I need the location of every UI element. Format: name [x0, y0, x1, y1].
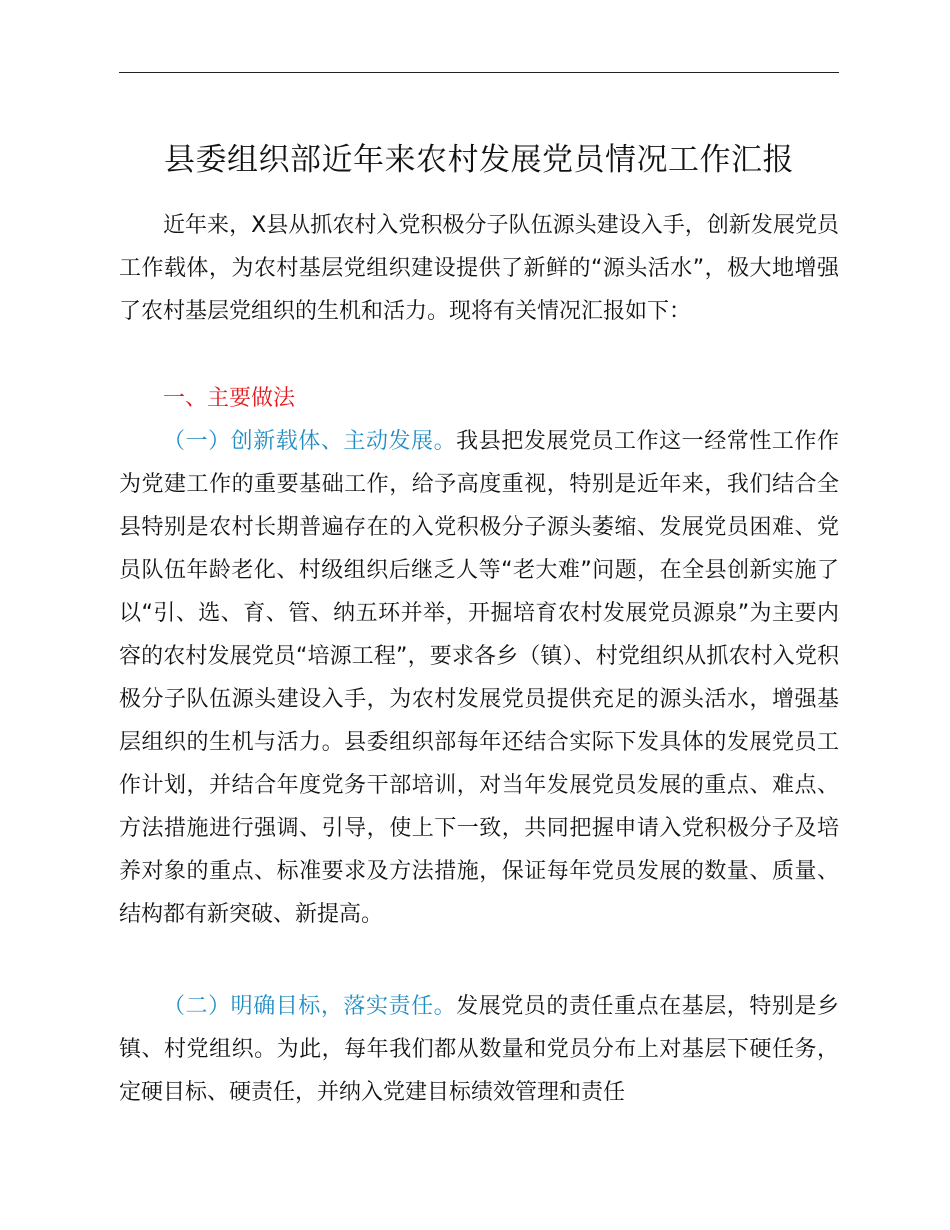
item-2-lead: （二）明确目标，落实责任。: [163, 994, 457, 1019]
document-title: 县委组织部近年来农村发展党员情况工作汇报: [164, 142, 794, 178]
item-1-lead: （一）创新载体、主动发展。: [163, 429, 457, 454]
paragraph-item-2: [119, 985, 839, 1114]
paragraph-item-1: [119, 420, 839, 936]
intro-paragraph: 近年来，X县从抓农村入党积极分子队伍源头建设入手，创新发展党员工作载体，为农村基层党组织建设提供了新鲜的“源头活水”，极大地增强了农村基层党组织的生机和活力。现将有关情况汇报如下：: [119, 213, 839, 324]
item-2-body: 发展党员的责任重点在基层，特别是乡镇、村党组织。为此，每年我们都从数量和党员分布上对基层下硬任务，定硬目标、硬责任，并纳入党建目标绩效管理和责任: [119, 994, 839, 1105]
section-heading-main-practices: 一、主要做法: [163, 386, 296, 411]
header-rule: [119, 72, 839, 73]
item-1-body: 我县把发展党员工作这一经常性工作作为党建工作的重要基础工作，给予高度重视，特别是近年来，我们结合全县特别是农村长期普遍存在的入党积极分子源头萎缩、发展党员困难、党员队伍年龄老化、村级组织后继乏人等“老大难”问题，在全县创新实施了以“引、选、育、管、纳五环并举，开掘培育农村发展党员源泉”为主要内容的农村发展党员“培源工程”，要求各乡（镇）、村党组织从抓农村入党积极分子队伍源头建设入手，为农村发展党员提供充足的源头活水，增强基层组织的生机与活力。县委组织部每年还结合实际下发具体的发展党员工作计划，并结合年度党务干部培训，对当年发展党员发展的重点、难点、方法措施进行强调、引导，使上下一致，共同把握申请入党积极分子及培养对象的重点、标准要求及方法措施，保证每年党员发展的数量、质量、结构都有新突破、新提高。: [119, 429, 839, 927]
